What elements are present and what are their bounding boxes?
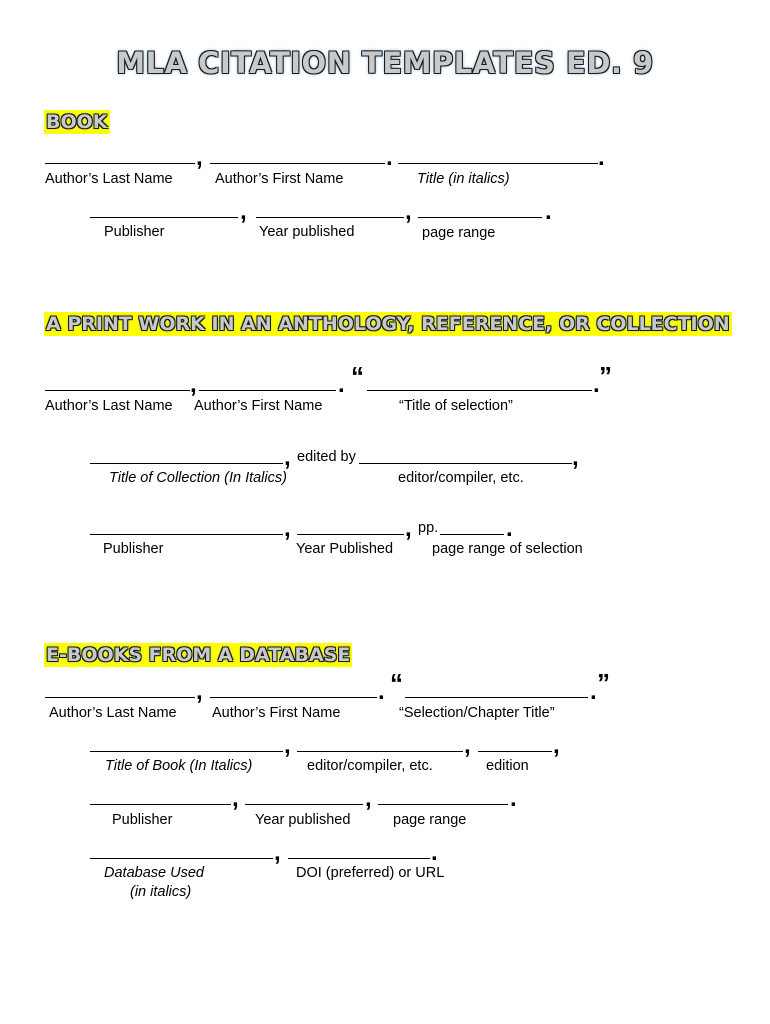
author-last-blank[interactable] bbox=[45, 697, 195, 698]
label-doi: DOI (preferred) or URL bbox=[296, 865, 445, 881]
label-author-last: Author’s Last Name bbox=[45, 398, 173, 414]
comma: , bbox=[405, 515, 412, 542]
close-quote: ” bbox=[599, 361, 612, 391]
comma: , bbox=[553, 732, 560, 759]
comma: , bbox=[232, 785, 239, 812]
period: . bbox=[590, 678, 597, 705]
collection-title-blank[interactable] bbox=[90, 463, 283, 464]
editor-blank[interactable] bbox=[359, 463, 572, 464]
open-quote: “ bbox=[351, 361, 364, 391]
label-publisher: Publisher bbox=[112, 812, 173, 828]
period: . bbox=[431, 839, 438, 866]
comma: , bbox=[464, 732, 471, 759]
label-collection: Title of Collection (In Italics) bbox=[109, 470, 287, 486]
period: . bbox=[598, 144, 605, 171]
label-author-first: Author’s First Name bbox=[194, 398, 323, 414]
comma: , bbox=[284, 732, 291, 759]
label-publisher: Publisher bbox=[104, 224, 165, 240]
page-title: MLA CITATION TEMPLATES ED. 9 bbox=[116, 46, 654, 80]
year-blank[interactable] bbox=[245, 804, 363, 805]
label-title: Title (in italics) bbox=[417, 171, 510, 187]
publisher-blank[interactable] bbox=[90, 804, 231, 805]
label-year: Year published bbox=[259, 224, 355, 240]
label-year: Year published bbox=[255, 812, 351, 828]
label-edition: edition bbox=[486, 758, 529, 774]
editor-blank[interactable] bbox=[297, 751, 463, 752]
edition-blank[interactable] bbox=[478, 751, 552, 752]
label-pages: page range bbox=[422, 225, 496, 241]
comma: , bbox=[405, 198, 412, 225]
comma: , bbox=[196, 144, 203, 171]
section-heading-anthology: A PRINT WORK IN AN ANTHOLOGY, REFERENCE, OR COLLECTION bbox=[46, 313, 730, 335]
author-first-blank[interactable] bbox=[210, 697, 377, 698]
title-blank[interactable] bbox=[398, 163, 598, 164]
publisher-blank[interactable] bbox=[90, 534, 283, 535]
author-first-blank[interactable] bbox=[199, 390, 336, 391]
period: . bbox=[545, 198, 552, 225]
comma: , bbox=[572, 444, 579, 471]
comma: , bbox=[365, 785, 372, 812]
label-chapter: “Selection/Chapter Title” bbox=[399, 705, 555, 721]
label-editor: editor/compiler, etc. bbox=[307, 758, 433, 774]
comma: , bbox=[196, 678, 203, 705]
period: . bbox=[386, 144, 393, 171]
close-quote: ” bbox=[597, 668, 610, 698]
pages-blank[interactable] bbox=[418, 217, 542, 218]
label-author-last: Author’s Last Name bbox=[49, 705, 177, 721]
section-heading-book: BOOK bbox=[46, 111, 108, 133]
label-author-last: Author’s Last Name bbox=[45, 171, 173, 187]
label-year: Year Published bbox=[296, 541, 394, 557]
label-author-first: Author’s First Name bbox=[215, 171, 344, 187]
author-first-blank[interactable] bbox=[210, 163, 385, 164]
label-book-title: Title of Book (In Italics) bbox=[105, 758, 253, 774]
label-database-note: (in italics) bbox=[130, 884, 192, 900]
label-author-first: Author’s First Name bbox=[212, 705, 341, 721]
author-last-blank[interactable] bbox=[45, 163, 195, 164]
label-pages: page range bbox=[393, 812, 467, 828]
period: . bbox=[510, 785, 517, 812]
period: . bbox=[506, 515, 513, 542]
period: . bbox=[338, 371, 345, 398]
label-database: Database Used bbox=[104, 865, 204, 881]
period: . bbox=[378, 678, 385, 705]
open-quote: “ bbox=[390, 668, 403, 698]
label-selection: “Title of selection” bbox=[399, 398, 513, 414]
pages-blank[interactable] bbox=[440, 534, 504, 535]
author-last-blank[interactable] bbox=[45, 390, 190, 391]
comma: , bbox=[284, 444, 291, 471]
chapter-title-blank[interactable] bbox=[405, 697, 588, 698]
period: . bbox=[593, 371, 600, 398]
year-blank[interactable] bbox=[297, 534, 404, 535]
edited-by-text: edited by bbox=[297, 449, 356, 465]
publisher-blank[interactable] bbox=[90, 217, 238, 218]
section-heading-ebooks: E-BOOKS FROM A DATABASE bbox=[46, 644, 351, 666]
year-blank[interactable] bbox=[256, 217, 404, 218]
comma: , bbox=[274, 839, 281, 866]
pp-text: pp. bbox=[418, 520, 439, 536]
label-editor: editor/compiler, etc. bbox=[398, 470, 524, 486]
database-blank[interactable] bbox=[90, 858, 273, 859]
comma: , bbox=[284, 515, 291, 542]
doi-url-blank[interactable] bbox=[288, 858, 430, 859]
pages-blank[interactable] bbox=[378, 804, 508, 805]
comma: , bbox=[240, 198, 247, 225]
comma: , bbox=[190, 371, 197, 398]
selection-title-blank[interactable] bbox=[367, 390, 592, 391]
label-publisher: Publisher bbox=[103, 541, 164, 557]
label-pages: page range of selection bbox=[432, 541, 583, 557]
book-title-blank[interactable] bbox=[90, 751, 283, 752]
